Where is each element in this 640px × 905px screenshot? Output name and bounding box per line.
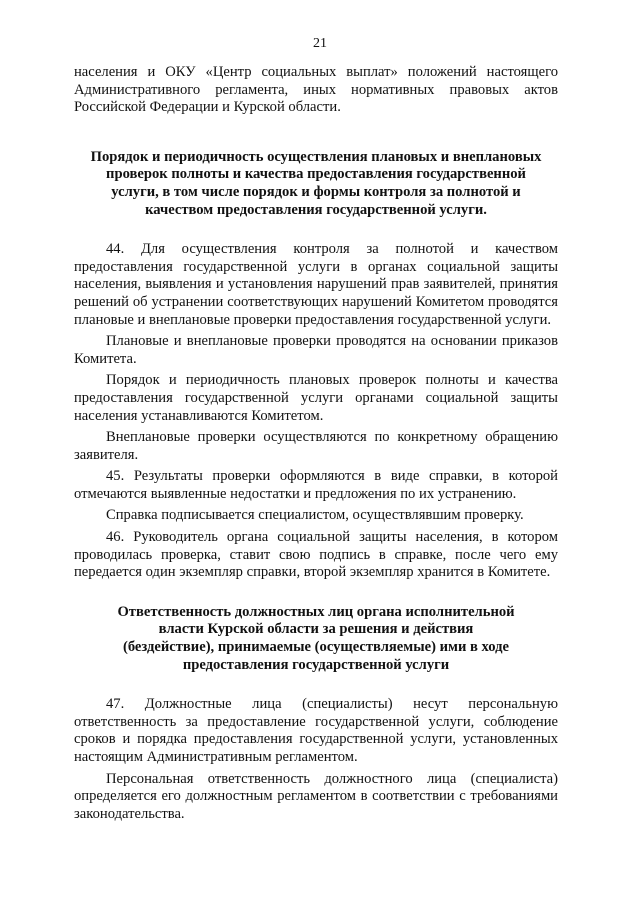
- paragraph-personal-responsibility: Персональная ответственность должностного лица (специалиста) определяется его должностным регламентом в соответствии с требованиями законодательства.: [74, 770, 558, 822]
- section-1: [74, 149, 558, 582]
- section-1-heading: Порядок и периодичность осуществления плановых и внеплановых проверок полноты и качества предоставления государственной услуги, в том числе порядок и формы контроля за полнотой и качеством предоставления государственной услуги.: [90, 148, 542, 218]
- paragraph-47: 47. Должностные лица (специалисты) несут персональную ответственность за предоставление государственной услуги, соблюдение сроков и порядка предоставления государственной услуги, установленных настоящим Административным регламентом.: [74, 696, 558, 765]
- page-number: 21: [313, 36, 327, 51]
- paragraph-44: 44. Для осуществления контроля за полнотой и качеством предоставления государственной услуги в органах социальной защиты населения, выявления и установления нарушений прав заявителей, принятия решений об устранении соответствующих нарушений Комитетом проводятся плановые и внеплановые проверки предоставления государственной услуги.: [74, 241, 558, 328]
- intro-paragraph: населения и ОКУ «Центр социальных выплат» положений настоящего Административного регламента, иных нормативных правовых актов Российской Федерации и Курской области.: [74, 64, 558, 116]
- document-body: [74, 64, 558, 823]
- paragraph-46: 46. Руководитель органа социальной защиты населения, в котором проводилась проверка, ставит свою подпись в справке, после чего ему передается один экземпляр справки, второй экземпляр хранится в Комитете.: [74, 529, 558, 581]
- paragraph-unscheduled-inspections: Внеплановые проверки осуществляются по конкретному обращению заявителя.: [74, 429, 558, 463]
- paragraph-report-signature: Справка подписывается специалистом, осуществлявшим проверку.: [106, 507, 524, 524]
- paragraph-inspection-order: Порядок и периодичность плановых проверок полноты и качества предоставления государственной услуги органами социальной защиты населения устанавливаются Комитетом.: [74, 372, 558, 424]
- paragraph-planned-inspections: Плановые и внеплановые проверки проводятся на основании приказов Комитета.: [74, 333, 558, 367]
- section-2: [74, 604, 558, 824]
- paragraph-45: 45. Результаты проверки оформляются в виде справки, в которой отмечаются выявленные недостатки и предложения по их устранению.: [74, 468, 558, 502]
- section-2-heading: Ответственность должностных лиц органа исполнительной власти Курской области за решения и действия (бездействие), принимаемые (осуществляемые) ими в ходе предоставления государственной услуги: [117, 603, 515, 673]
